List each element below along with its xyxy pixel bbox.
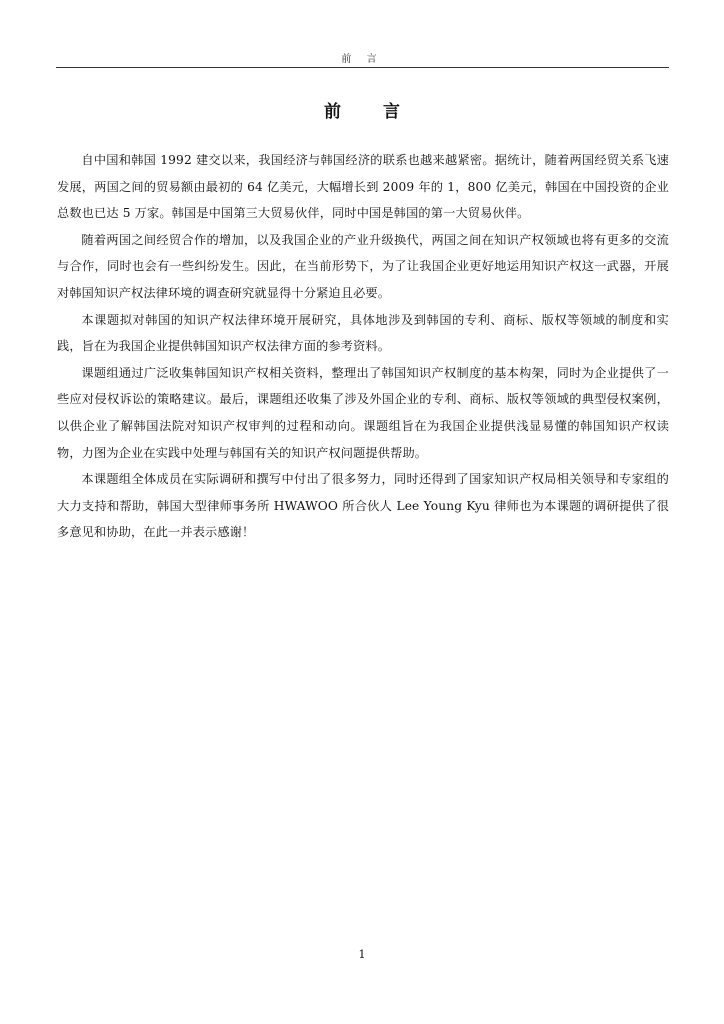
running-header: 前 言 — [341, 54, 383, 65]
paragraph-3: 本课题拟对韩国的知识产权法律环境开展研究，具体地涉及到韩国的专利、商标、版权等领域的制度和实践，旨在为我国企业提供韩国知识产权法律方面的参考资料。 — [57, 312, 669, 354]
page-number: 1 — [358, 948, 366, 961]
paragraph-1: 自中国和韩国 1992 建交以来，我国经济与韩国经济的联系也越来越紧密。据统计，随着两国经贸关系飞速发展，两国之间的贸易额由最初的 64 亿美元，大幅增长到 2009 年的 1，800 亿美元，韩国在中国投资的企业总数也已达 5 万家。韩国是中国第三大贸易伙伴，同时中国是韩国的第一大贸易伙伴。 — [57, 153, 669, 221]
page-title: 前 言 — [324, 102, 418, 122]
paragraph-2: 随着两国之间经贸合作的增加，以及我国企业的产业升级换代，两国之间在知识产权领域也将有更多的交流与合作，同时也会有一些纠纷发生。因此，在当前形势下，为了让我国企业更好地运用知识产权这一武器，开展对韩国知识产权法律环境的调查研究就显得十分紧迫且必要。 — [57, 232, 669, 300]
header-divider — [56, 67, 669, 68]
body-text — [57, 147, 669, 546]
paragraph-4: 课题组通过广泛收集韩国知识产权相关资料，整理出了韩国知识产权制度的基本构架，同时为企业提供了一些应对侵权诉讼的策略建议。最后，课题组还收集了涉及外国企业的专利、商标、版权等领域的典型侵权案例，以供企业了解韩国法院对知识产权审判的过程和动向。课题组旨在为我国企业提供浅显易懂的韩国知识产权读物，力图为企业在实践中处理与韩国有关的知识产权问题提供帮助。 — [57, 365, 669, 460]
paragraph-5: 本课题组全体成员在实际调研和撰写中付出了很多努力，同时还得到了国家知识产权局相关领导和专家组的大力支持和帮助，韩国大型律师事务所 HWAWOO 所合伙人 Lee Young Kyu 律师也为本课题的调研提供了很多意见和协助，在此一并表示感谢！ — [57, 472, 669, 540]
